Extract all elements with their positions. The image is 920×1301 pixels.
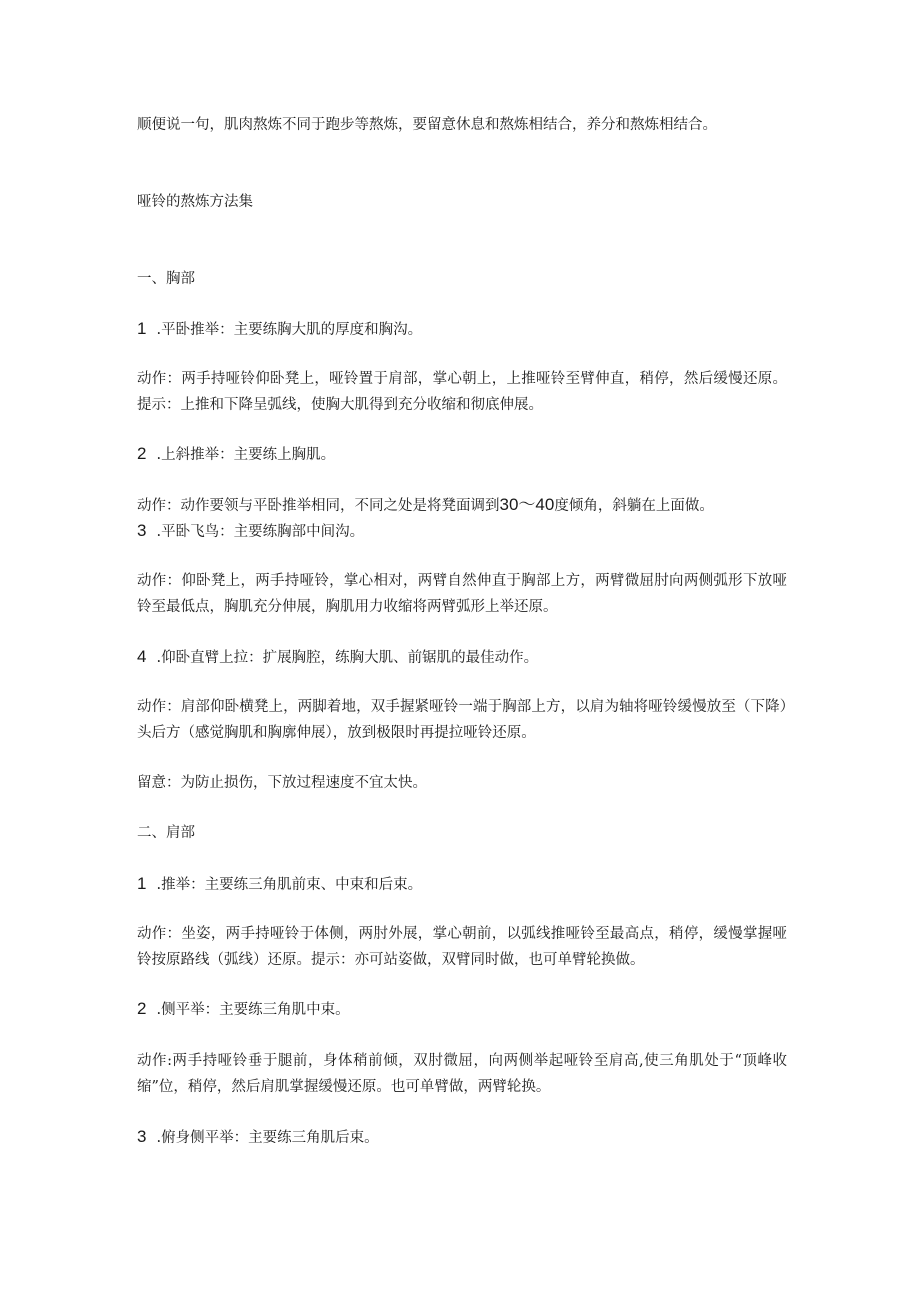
section-heading-shoulder: 二、肩部 <box>137 825 195 841</box>
item-heading-flat-press <box>137 316 787 343</box>
body-text: 动作：动作要领与平卧推举相同，不同之处是将凳面调到 <box>137 498 500 514</box>
item-number: 1 <box>137 874 147 893</box>
body-text: 度倾角，斜躺在上面做。 <box>554 498 714 514</box>
item-body-pullover: 动作：肩部仰卧横凳上，两脚着地，双手握紧哑铃一端于胸部上方，以肩为轴将哑铃缓慢放至（下降）头后方（感觉胸肌和胸廓伸展），放到极限时再提拉哑铃还原。 <box>137 699 787 741</box>
item-title: .平卧飞鸟：主要练胸部中间沟。 <box>156 524 365 540</box>
item-title: .俯身侧平举：主要练三角肌后束。 <box>156 1130 379 1146</box>
item-number: 3 <box>137 521 147 540</box>
item-body-flat-fly: 动作：仰卧凳上，两手持哑铃，掌心相对，两臂自然伸直于胸部上方，两臂微屈肘向两侧弧形下放哑铃至最低点，胸肌充分伸展，胸肌用力收缩将两臂弧形上举还原。 <box>137 573 787 615</box>
section-heading-chest: 一、胸部 <box>137 271 195 287</box>
item-number: 3 <box>137 1127 147 1146</box>
item-heading-shoulder-press <box>137 871 787 898</box>
item-body-flat-press: 动作：两手持哑铃仰卧凳上，哑铃置于肩部，掌心朝上，上推哑铃至臂伸直，稍停，然后缓慢还原。提示：上推和下降呈弧线，使胸大肌得到充分收缩和彻底伸展。 <box>137 371 787 413</box>
angle-range: 30～40 <box>499 495 555 514</box>
item-heading-bent-over-raise <box>137 1124 787 1151</box>
document-title: 哑铃的熬炼方法集 <box>137 194 253 210</box>
item-title: .侧平举：主要练三角肌中束。 <box>156 1002 350 1018</box>
item-body-incline-press <box>137 492 787 519</box>
item-number: 2 <box>137 999 147 1018</box>
item-title: .上斜推举：主要练上胸肌。 <box>156 447 336 463</box>
item-note-pullover: 留意：为防止损伤，下放过程速度不宜太快。 <box>137 775 427 791</box>
item-heading-lateral-raise <box>137 996 787 1023</box>
item-title: .推举：主要练三角肌前束、中束和后束。 <box>156 877 423 893</box>
item-body-lateral-raise: 动作:两手持哑铃垂于腿前，身体稍前倾，双肘微屈，向两侧举起哑铃至肩高,使三角肌处于“顶峰收缩”位，稍停，然后肩肌掌握缓慢还原。也可单臂做，两臂轮换。 <box>137 1053 787 1095</box>
item-number: 1 <box>137 319 147 338</box>
item-title: .平卧推举：主要练胸大肌的厚度和胸沟。 <box>156 322 423 338</box>
item-number: 4 <box>137 647 147 666</box>
item-heading-incline-press <box>137 441 787 468</box>
item-title: .仰卧直臂上拉：扩展胸腔，练胸大肌、前锯肌的最佳动作。 <box>156 650 539 666</box>
intro-paragraph: 顺便说一句，肌肉熬炼不同于跑步等熬炼，要留意休息和熬炼相结合，养分和熬炼相结合。 <box>137 117 717 133</box>
item-number: 2 <box>137 444 147 463</box>
item-heading-flat-fly <box>137 518 787 545</box>
item-body-shoulder-press: 动作：坐姿，两手持哑铃于体侧，两肘外展，掌心朝前，以弧线推哑铃至最高点，稍停，缓慢掌握哑铃按原路线（弧线）还原。提示：亦可站姿做，双臂同时做，也可单臂轮换做。 <box>137 926 787 968</box>
item-heading-pullover <box>137 644 787 671</box>
